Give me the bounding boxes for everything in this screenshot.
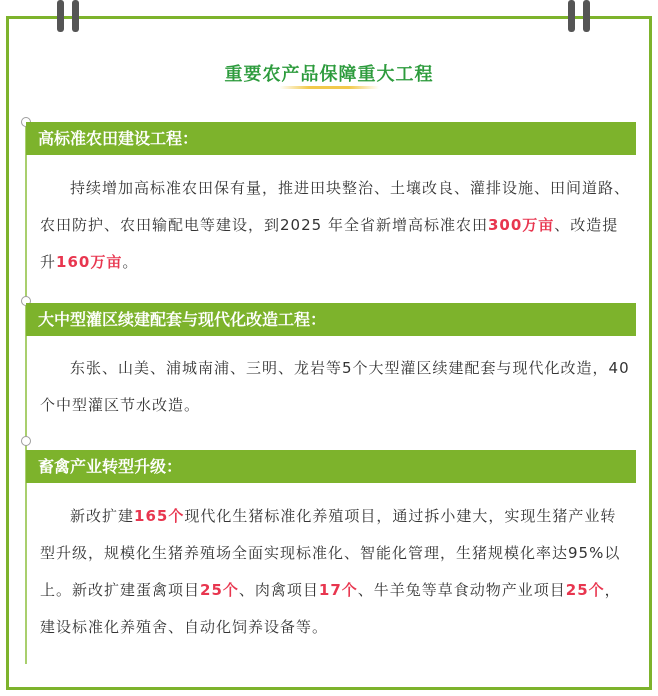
page-title: 重要农产品保障重大工程 bbox=[224, 64, 434, 85]
highlight-figure: 25个 bbox=[565, 581, 605, 599]
binder-clip-left bbox=[57, 0, 79, 32]
section-heading-farmland: 高标准农田建设工程： bbox=[26, 122, 636, 155]
highlight-figure: 165个 bbox=[134, 507, 185, 525]
section-heading-irrigation: 大中型灌区续建配套与现代化改造工程： bbox=[26, 303, 636, 336]
section-heading-livestock: 畜禽产业转型升级： bbox=[26, 450, 636, 483]
section-body-irrigation: 东张、山美、浦城南浦、三明、龙岩等5个大型灌区续建配套与现代化改造，40个中型灌区节水改造。 bbox=[40, 359, 630, 414]
highlight-figure: 25个 bbox=[200, 581, 239, 599]
timeline-dot bbox=[21, 436, 31, 446]
section-body-livestock: 新改扩建165个现代化生猪标准化养殖项目，通过拆小建大，实现生猪产业转型升级，规模化生猪养殖场全面实现标准化、智能化管理，生猪规模化率达95%以上。新改扩建蛋禽项目25个、肉禽项目17个、牛羊兔等草食动物产业项目25个，建设标准化养殖舍、自动化饲养设备等。 bbox=[40, 507, 621, 636]
title-underline bbox=[279, 86, 379, 89]
binder-clip-right bbox=[568, 0, 590, 32]
highlight-figure: 160万亩 bbox=[56, 253, 123, 271]
section-body-farmland: 持续增加高标准农田保有量，推进田块整治、土壤改良、灌排设施、田间道路、农田防护、农田输配电等建设，到2025 年全省新增高标准农田300万亩、改造提升160万亩。 bbox=[40, 179, 631, 271]
highlight-figure: 17个 bbox=[318, 581, 358, 599]
timeline-line bbox=[25, 120, 27, 664]
highlight-figure: 300万亩 bbox=[487, 216, 555, 234]
